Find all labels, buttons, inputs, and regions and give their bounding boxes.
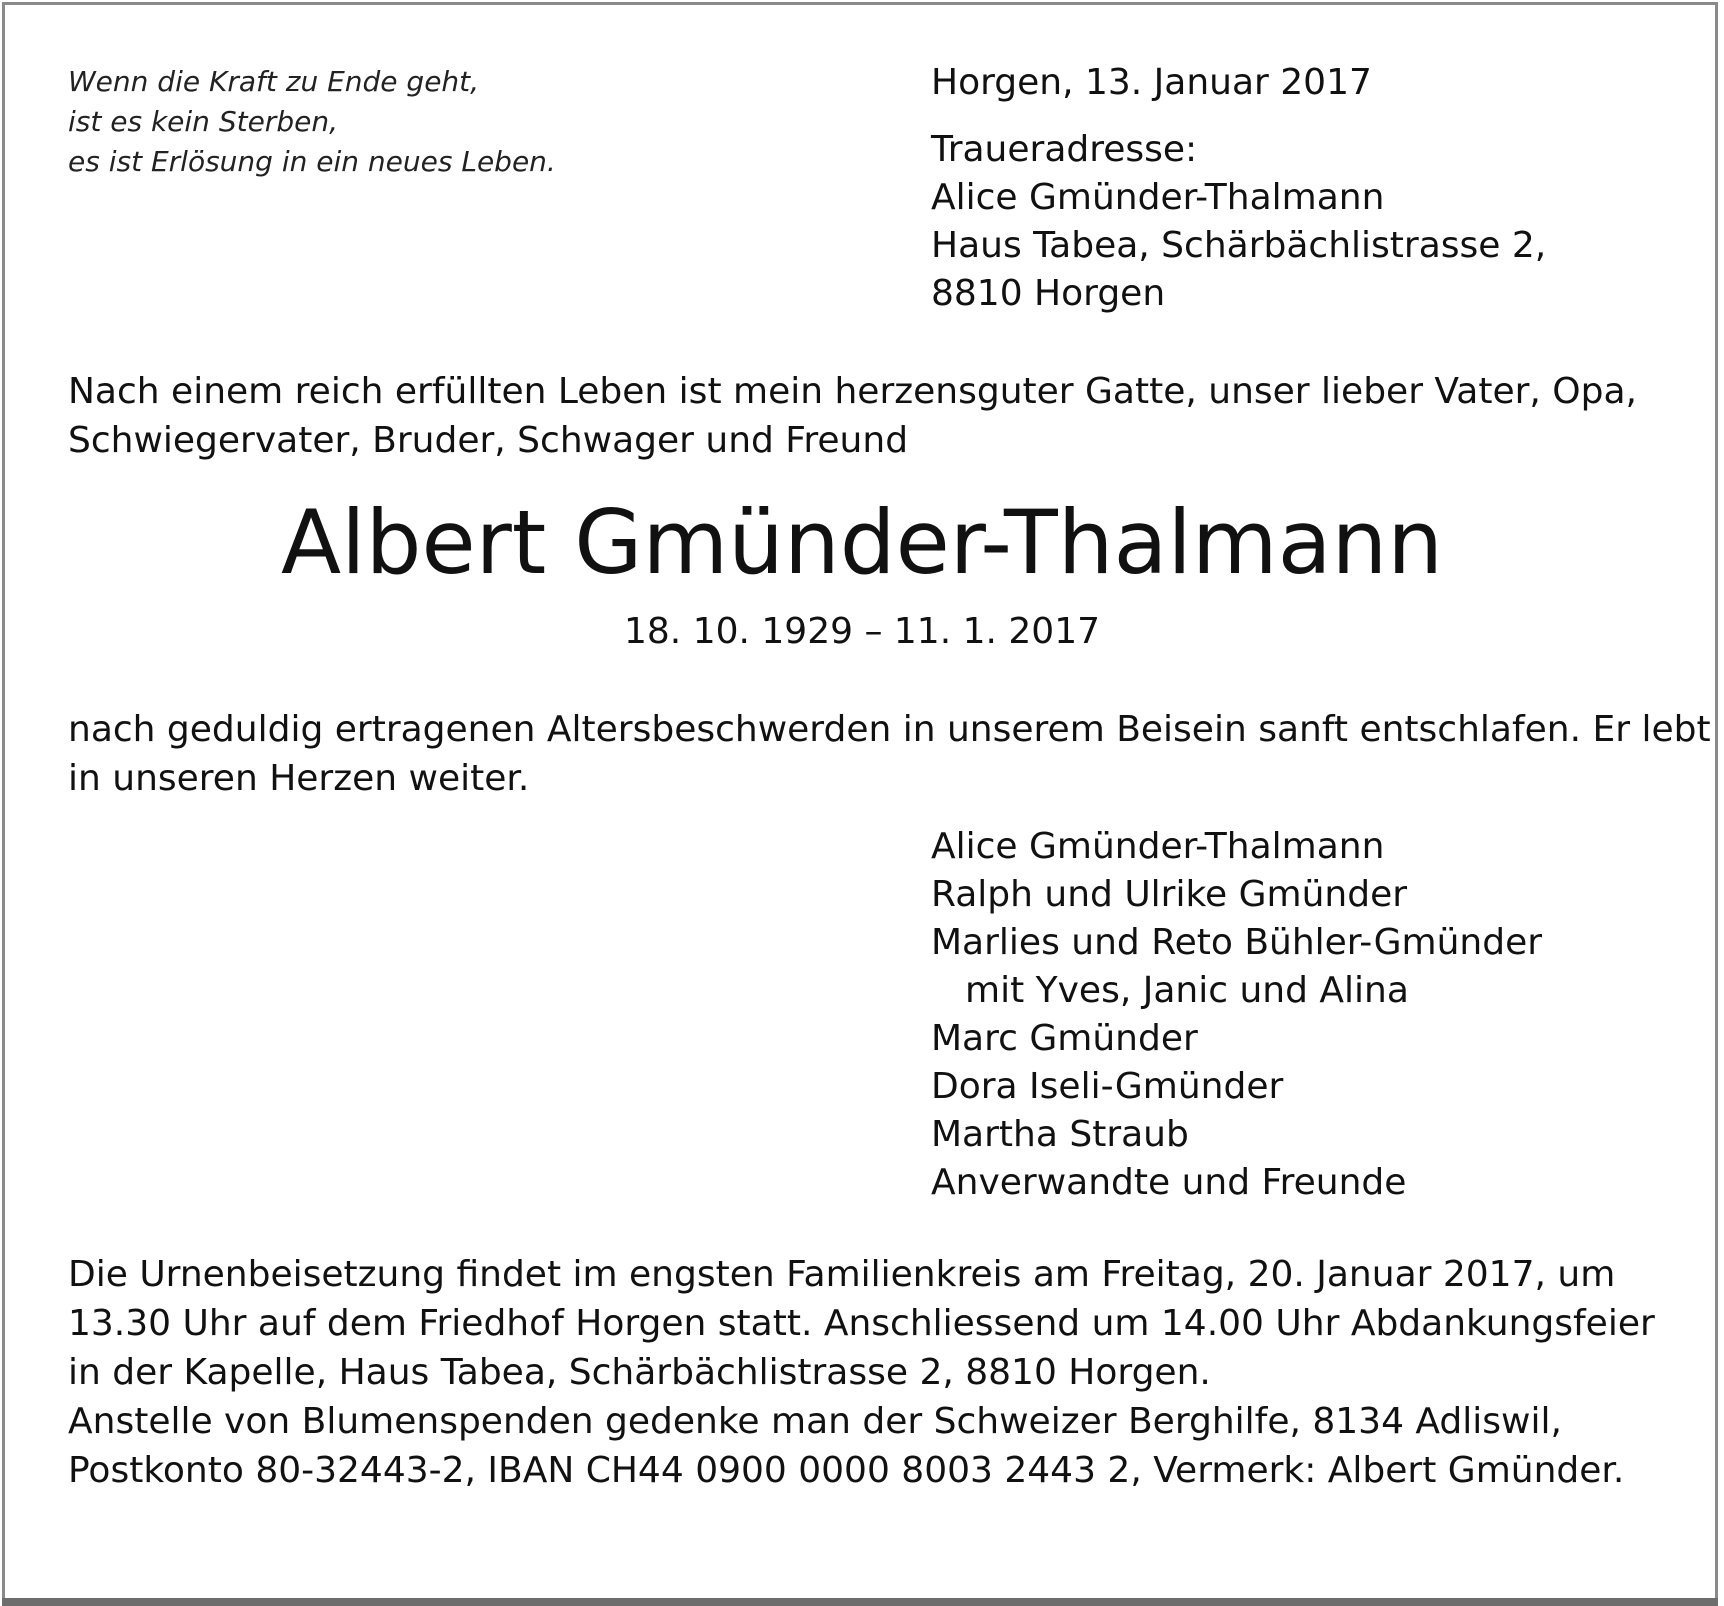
motto-line: es ist Erlösung in ein neues Leben. [68,145,556,178]
outro-line: nach geduldig ertragenen Altersbeschwerden in unserem Beisein sanft entschlafen. Er lebt [68,709,1711,750]
mourner-name: Marlies und Reto Bühler-Gmünder [931,922,1543,963]
intro-line: Schwiegervater, Bruder, Schwager und Freund [68,420,909,461]
motto-line: Wenn die Kraft zu Ende geht, [68,65,480,98]
ceremony-line: in der Kapelle, Haus Tabea, Schärbächlistrasse 2, 8810 Horgen. [68,1352,1211,1393]
address-line: Alice Gmünder-Thalmann [931,177,1385,218]
motto-verse [68,62,628,182]
donation-line: Postkonto 80-32443-2, IBAN CH44 0900 0000 8003 2443 2, Vermerk: Albert Gmünder. [68,1450,1625,1491]
intro-line: Nach einem reich erfüllten Leben ist mein herzensguter Gatte, unser lieber Vater, Opa, [68,371,1637,412]
donation-line: Anstelle von Blumenspenden gedenke man der Schweizer Berghilfe, 8134 Adliswil, [68,1401,1562,1442]
mourner-name: mit Yves, Janic und Alina [965,970,1409,1011]
intro-paragraph [68,367,1658,465]
place-date [931,59,1691,107]
mourner-name: Dora Iseli-Gmünder [931,1066,1284,1107]
address-line: Traueradresse: [931,129,1198,170]
mourner-name: Anverwandte und Freunde [931,1162,1407,1203]
ceremony-paragraph [68,1250,1658,1397]
life-dates: 18. 10. 1929 – 11. 1. 2017 [624,611,1100,652]
mourners-list [931,823,1691,1207]
ceremony-line: 13.30 Uhr auf dem Friedhof Horgen statt. Anschliessend um 14.00 Uhr Abdankungsfeier [68,1303,1655,1344]
donation-paragraph [68,1397,1658,1495]
motto-line: ist es kein Sterben, [68,105,338,138]
mourning-address [931,126,1691,318]
mourner-name: Alice Gmünder-Thalmann [931,826,1385,867]
mourner-name: Martha Straub [931,1114,1189,1155]
address-line: 8810 Horgen [931,273,1166,314]
page-bottom-edge [2,1598,1718,1606]
place-date-text: Horgen, 13. Januar 2017 [931,62,1372,103]
mourner-name: Marc Gmünder [931,1018,1198,1059]
mourner-name: Ralph und Ulrike Gmünder [931,874,1408,915]
outro-paragraph [68,705,1711,803]
address-line: Haus Tabea, Schärbächlistrasse 2, [931,225,1547,266]
deceased-name: Albert Gmünder-Thalmann [280,491,1444,594]
outro-line: in unseren Herzen weiter. [68,758,530,799]
ceremony-line: Die Urnenbeisetzung findet im engsten Familienkreis am Freitag, 20. Januar 2017, um [68,1254,1616,1295]
